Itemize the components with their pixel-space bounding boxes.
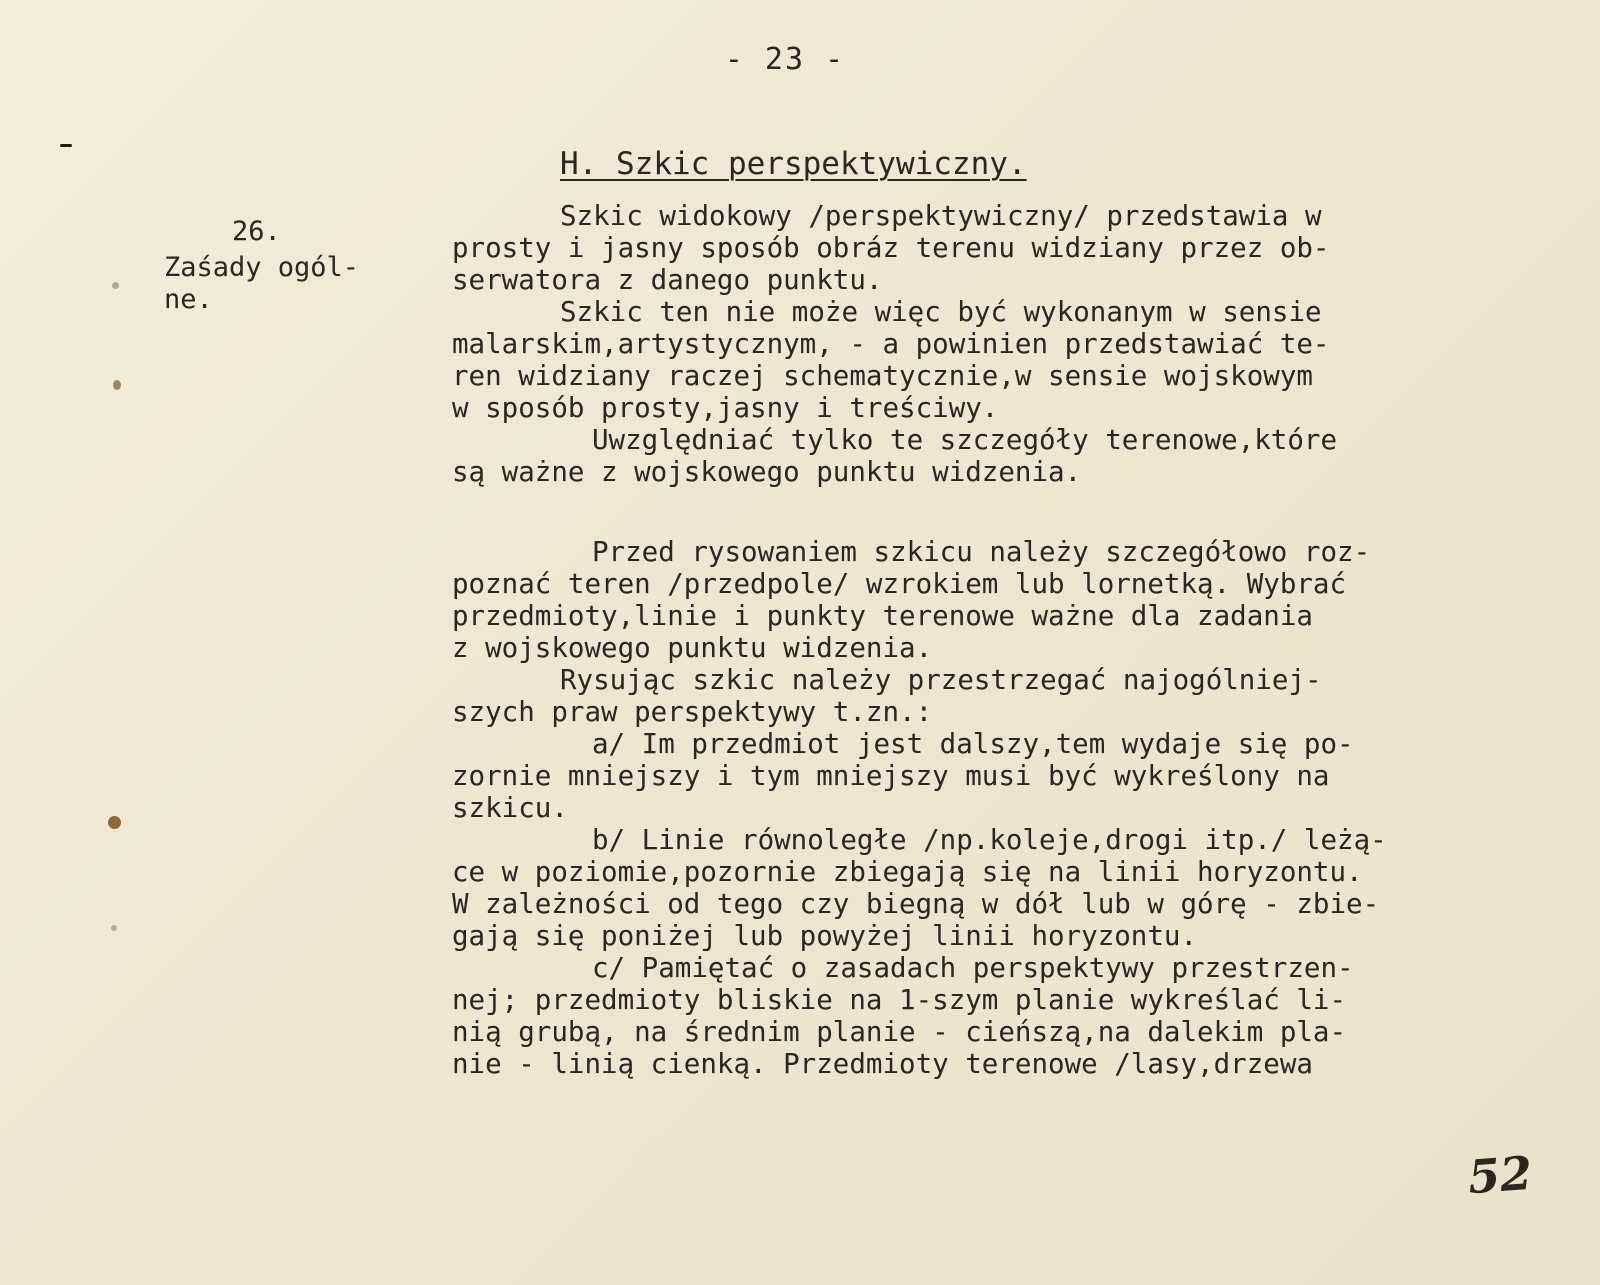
paper-stain [112, 282, 119, 289]
text-line: ce w poziomie,pozornie zbiegają się na linii horyzontu. [452, 856, 1363, 888]
paragraph-gap [452, 488, 1548, 536]
text-line: nią grubą, na średnim planie - cieńszą,na dalekim pla- [452, 1016, 1347, 1048]
text-line: są ważne z wojskowego punktu widzenia. [452, 456, 1082, 488]
margin-label-line: ne. [164, 284, 213, 315]
text-line: c/ Pamiętać o zasadach perspektywy przestrzen- [592, 952, 1354, 984]
text-line: Rysując szkic należy przestrzegać najogólniej- [560, 664, 1322, 696]
handwritten-page-number: 52 [1466, 1145, 1534, 1205]
text-line: w sposób prosty,jasny i treściwy. [452, 392, 999, 424]
text-line: serwatora z danego punktu. [452, 264, 883, 296]
text-line: poznać teren /przedpole/ wzrokiem lub lornetką. Wybrać [452, 568, 1347, 600]
margin-label [164, 252, 359, 316]
text-line: ren widziany raczej schematycznie,w sensie wojskowym [452, 360, 1313, 392]
text-line: z wojskowego punktu widzenia. [452, 632, 933, 664]
text-line: Szkic ten nie może więc być wykonanym w sensie [560, 296, 1322, 328]
page-number: - 23 - [724, 42, 846, 77]
text-line: szkicu. [452, 792, 568, 824]
text-line: Szkic widokowy /perspektywiczny/ przedstawia w [560, 200, 1322, 232]
paper-stain [111, 925, 117, 931]
paper-mark [60, 144, 72, 147]
text-line: przedmioty,linie i punkty terenowe ważne dla zadania [452, 600, 1313, 632]
text-line: b/ Linie równoległe /np.koleje,drogi itp./ leżą- [592, 824, 1387, 856]
text-line: prosty i jasny sposób obráz terenu widziany przez ob- [452, 232, 1330, 264]
text-line: gają się poniżej lub powyżej linii horyzontu. [452, 920, 1198, 952]
text-line: W zależności od tego czy biegną w dół lub w górę - zbie- [452, 888, 1380, 920]
text-line: nie - linią cienką. Przedmioty terenowe /lasy,drzewa [452, 1048, 1313, 1080]
text-line: nej; przedmioty bliskie na 1-szym planie wykreślać li- [452, 984, 1347, 1016]
text-line: szych praw perspektywy t.zn.: [452, 696, 933, 728]
text-line: a/ Im przedmiot jest dalszy,tem wydaje się po- [592, 728, 1354, 760]
body-text [452, 200, 1548, 1080]
margin-label-line: Zaśady ogól- [164, 252, 360, 283]
text-line: malarskim,artystycznym, - a powinien przedstawiać te- [452, 328, 1330, 360]
paper-stain [113, 380, 121, 390]
text-line: zornie mniejszy i tym mniejszy musi być wykreślony na [452, 760, 1330, 792]
text-line: Przed rysowaniem szkicu należy szczegółowo roz- [592, 536, 1371, 568]
paper-stain [108, 816, 121, 829]
paragraph-number: 26. [232, 216, 281, 247]
section-title: H. Szkic perspektywiczny. [560, 146, 1027, 182]
text-line: Uwzględniać tylko te szczegóły terenowe,które [592, 424, 1338, 456]
